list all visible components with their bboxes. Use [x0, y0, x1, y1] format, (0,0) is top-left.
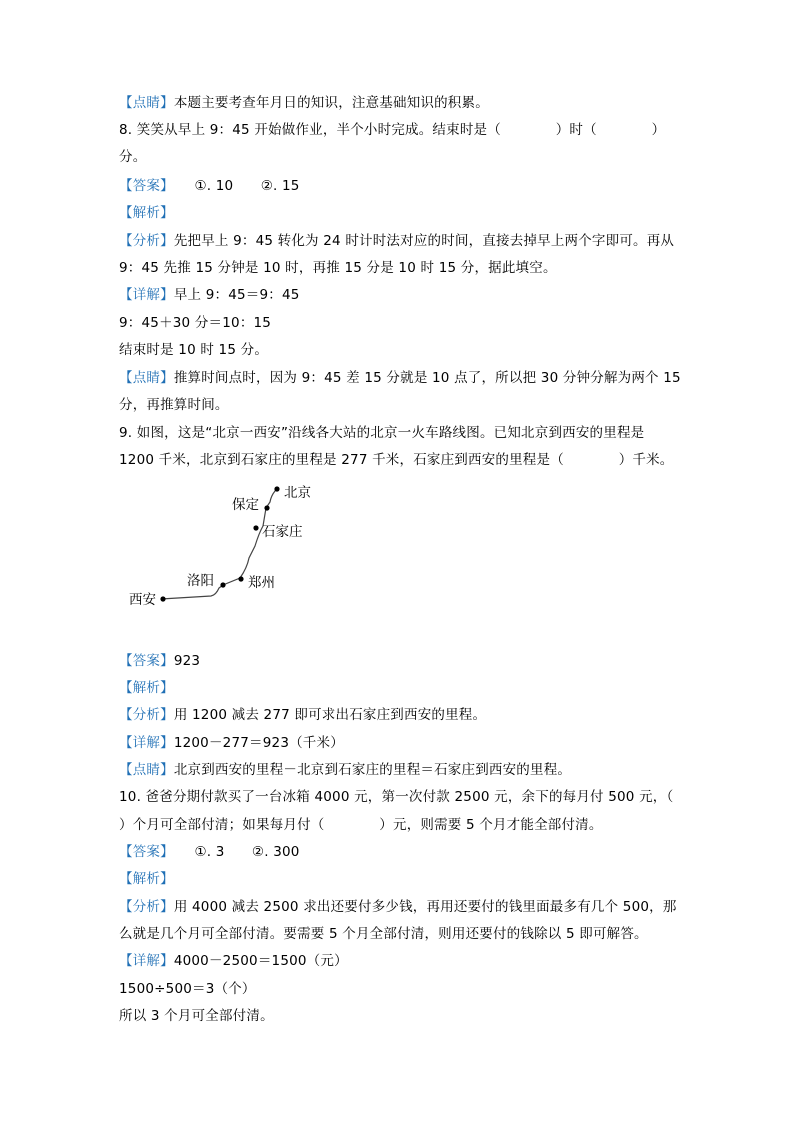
city-label-baoding: 保定	[232, 497, 259, 513]
station-dot-luoyang	[220, 582, 225, 587]
line-text: 用 1200 减去 277 即可求出石家庄到西安的里程。	[173, 707, 487, 723]
line-text: 9. 如图，这是“北京一西安”沿线各大站的北京一火车路线图。已知北京到西安的里程是	[119, 425, 645, 441]
section-tag: 【答案】	[119, 178, 168, 194]
analysis-heading	[119, 203, 174, 223]
line-text: 9：45 先推 15 分钟是 10 时，再推 15 分是 10 时 15 分，据此填空。	[119, 260, 557, 276]
remark-line	[119, 368, 681, 388]
line-text: 么就是几个月可全部付清。要需要 5 个月全部付清，则用还要付的钱除以 5 即可解答。	[119, 926, 648, 942]
line-text: 分。	[119, 149, 147, 165]
line-text: 结束时是 10 时 15 分。	[119, 342, 269, 358]
remark-line	[119, 93, 489, 113]
analysis-line	[119, 897, 677, 917]
line-text: 1200－277＝923（千米）	[173, 735, 344, 751]
line-text: 8. 笑笑从早上 9：45 开始做作业，半个小时完成。结束时是（ ）时（ ）	[119, 122, 666, 138]
line-text: 早上 9：45＝9：45	[173, 287, 300, 303]
question-10-line-1	[119, 787, 673, 807]
line-text: 1200 千米，北京到石家庄的里程是 277 千米，石家庄到西安的里程是（ ）千米。	[119, 452, 674, 468]
line-text: ①. 3 ②. 300	[167, 844, 300, 860]
detail-line-3	[119, 340, 268, 360]
section-tag: 【分析】	[119, 707, 174, 723]
line-text: 10. 爸爸分期付款买了一台冰箱 4000 元，第一次付款 2500 元，余下的每月付 500 元，（	[119, 789, 674, 805]
analysis-line	[119, 705, 486, 725]
analysis-line-2	[119, 258, 557, 278]
line-text: 分，再推算时间。	[119, 397, 229, 413]
analysis-heading	[119, 869, 174, 889]
line-text: ）个月可全部付清；如果每月付（ ）元，则需要 5 个月才能全部付清。	[119, 817, 603, 833]
city-label-xian: 西安	[129, 592, 156, 608]
line-text: 先把早上 9：45 转化为 24 时计时法对应的时间，直接去掉早上两个字即可。再从	[173, 233, 675, 249]
detail-line-2	[119, 979, 256, 999]
station-dot-xian	[160, 596, 165, 601]
answer-line	[119, 176, 300, 196]
section-tag: 【解析】	[119, 680, 174, 696]
section-tag: 【解析】	[119, 205, 174, 221]
city-label-beijing: 北京	[284, 485, 311, 501]
section-tag: 【解析】	[119, 871, 174, 887]
railway-route-diagram	[119, 478, 359, 618]
section-tag: 【详解】	[119, 953, 174, 969]
section-tag: 【点睛】	[119, 95, 174, 111]
route-map-svg	[119, 478, 359, 618]
detail-line-3	[119, 1006, 274, 1026]
remark-line	[119, 760, 571, 780]
city-label-luoyang: 洛阳	[187, 573, 214, 589]
line-text: 9：45＋30 分＝10：15	[119, 315, 272, 331]
question-9-line-1	[119, 423, 644, 443]
analysis-line	[119, 231, 674, 251]
line-text: 本题主要考查年月日的知识，注意基础知识的积累。	[173, 95, 489, 111]
line-text: 所以 3 个月可全部付清。	[119, 1008, 274, 1024]
station-dot-baoding	[264, 505, 269, 510]
line-text: 923	[173, 653, 201, 669]
detail-line-2	[119, 313, 271, 333]
section-tag: 【点睛】	[119, 370, 174, 386]
line-text: ①. 10 ②. 15	[167, 178, 300, 194]
question-8-line-1	[119, 120, 665, 140]
detail-line	[119, 733, 344, 753]
line-text: 北京到西安的里程－北京到石家庄的里程＝石家庄到西安的里程。	[173, 762, 572, 778]
section-tag: 【详解】	[119, 287, 174, 303]
analysis-line-2	[119, 924, 648, 944]
question-9-line-2	[119, 450, 674, 470]
remark-line-2	[119, 395, 229, 415]
section-tag: 【分析】	[119, 233, 174, 249]
question-10-line-2	[119, 815, 603, 835]
station-dot-shijiazhuang	[253, 525, 258, 530]
line-text: 4000－2500＝1500（元）	[173, 953, 348, 969]
detail-line	[119, 951, 348, 971]
station-dot-beijing	[274, 486, 279, 491]
section-tag: 【答案】	[119, 653, 174, 669]
station-dot-zhengzhou	[238, 576, 243, 581]
line-text: 1500÷500＝3（个）	[119, 981, 256, 997]
answer-line	[119, 842, 300, 862]
line-text: 推算时间点时，因为 9：45 差 15 分就是 10 点了，所以把 30 分钟分解为两个 15	[173, 370, 681, 386]
analysis-heading	[119, 678, 174, 698]
section-tag: 【详解】	[119, 735, 174, 751]
section-tag: 【答案】	[119, 844, 168, 860]
section-tag: 【分析】	[119, 899, 174, 915]
question-8-line-2	[119, 147, 146, 167]
section-tag: 【点睛】	[119, 762, 174, 778]
city-label-zhengzhou: 郑州	[248, 575, 275, 591]
city-label-shijiazhuang: 石家庄	[262, 524, 303, 540]
detail-line	[119, 285, 300, 305]
line-text: 用 4000 减去 2500 求出还要付多少钱，再用还要付的钱里面最多有几个 500，那	[173, 899, 677, 915]
answer-line	[119, 651, 200, 671]
